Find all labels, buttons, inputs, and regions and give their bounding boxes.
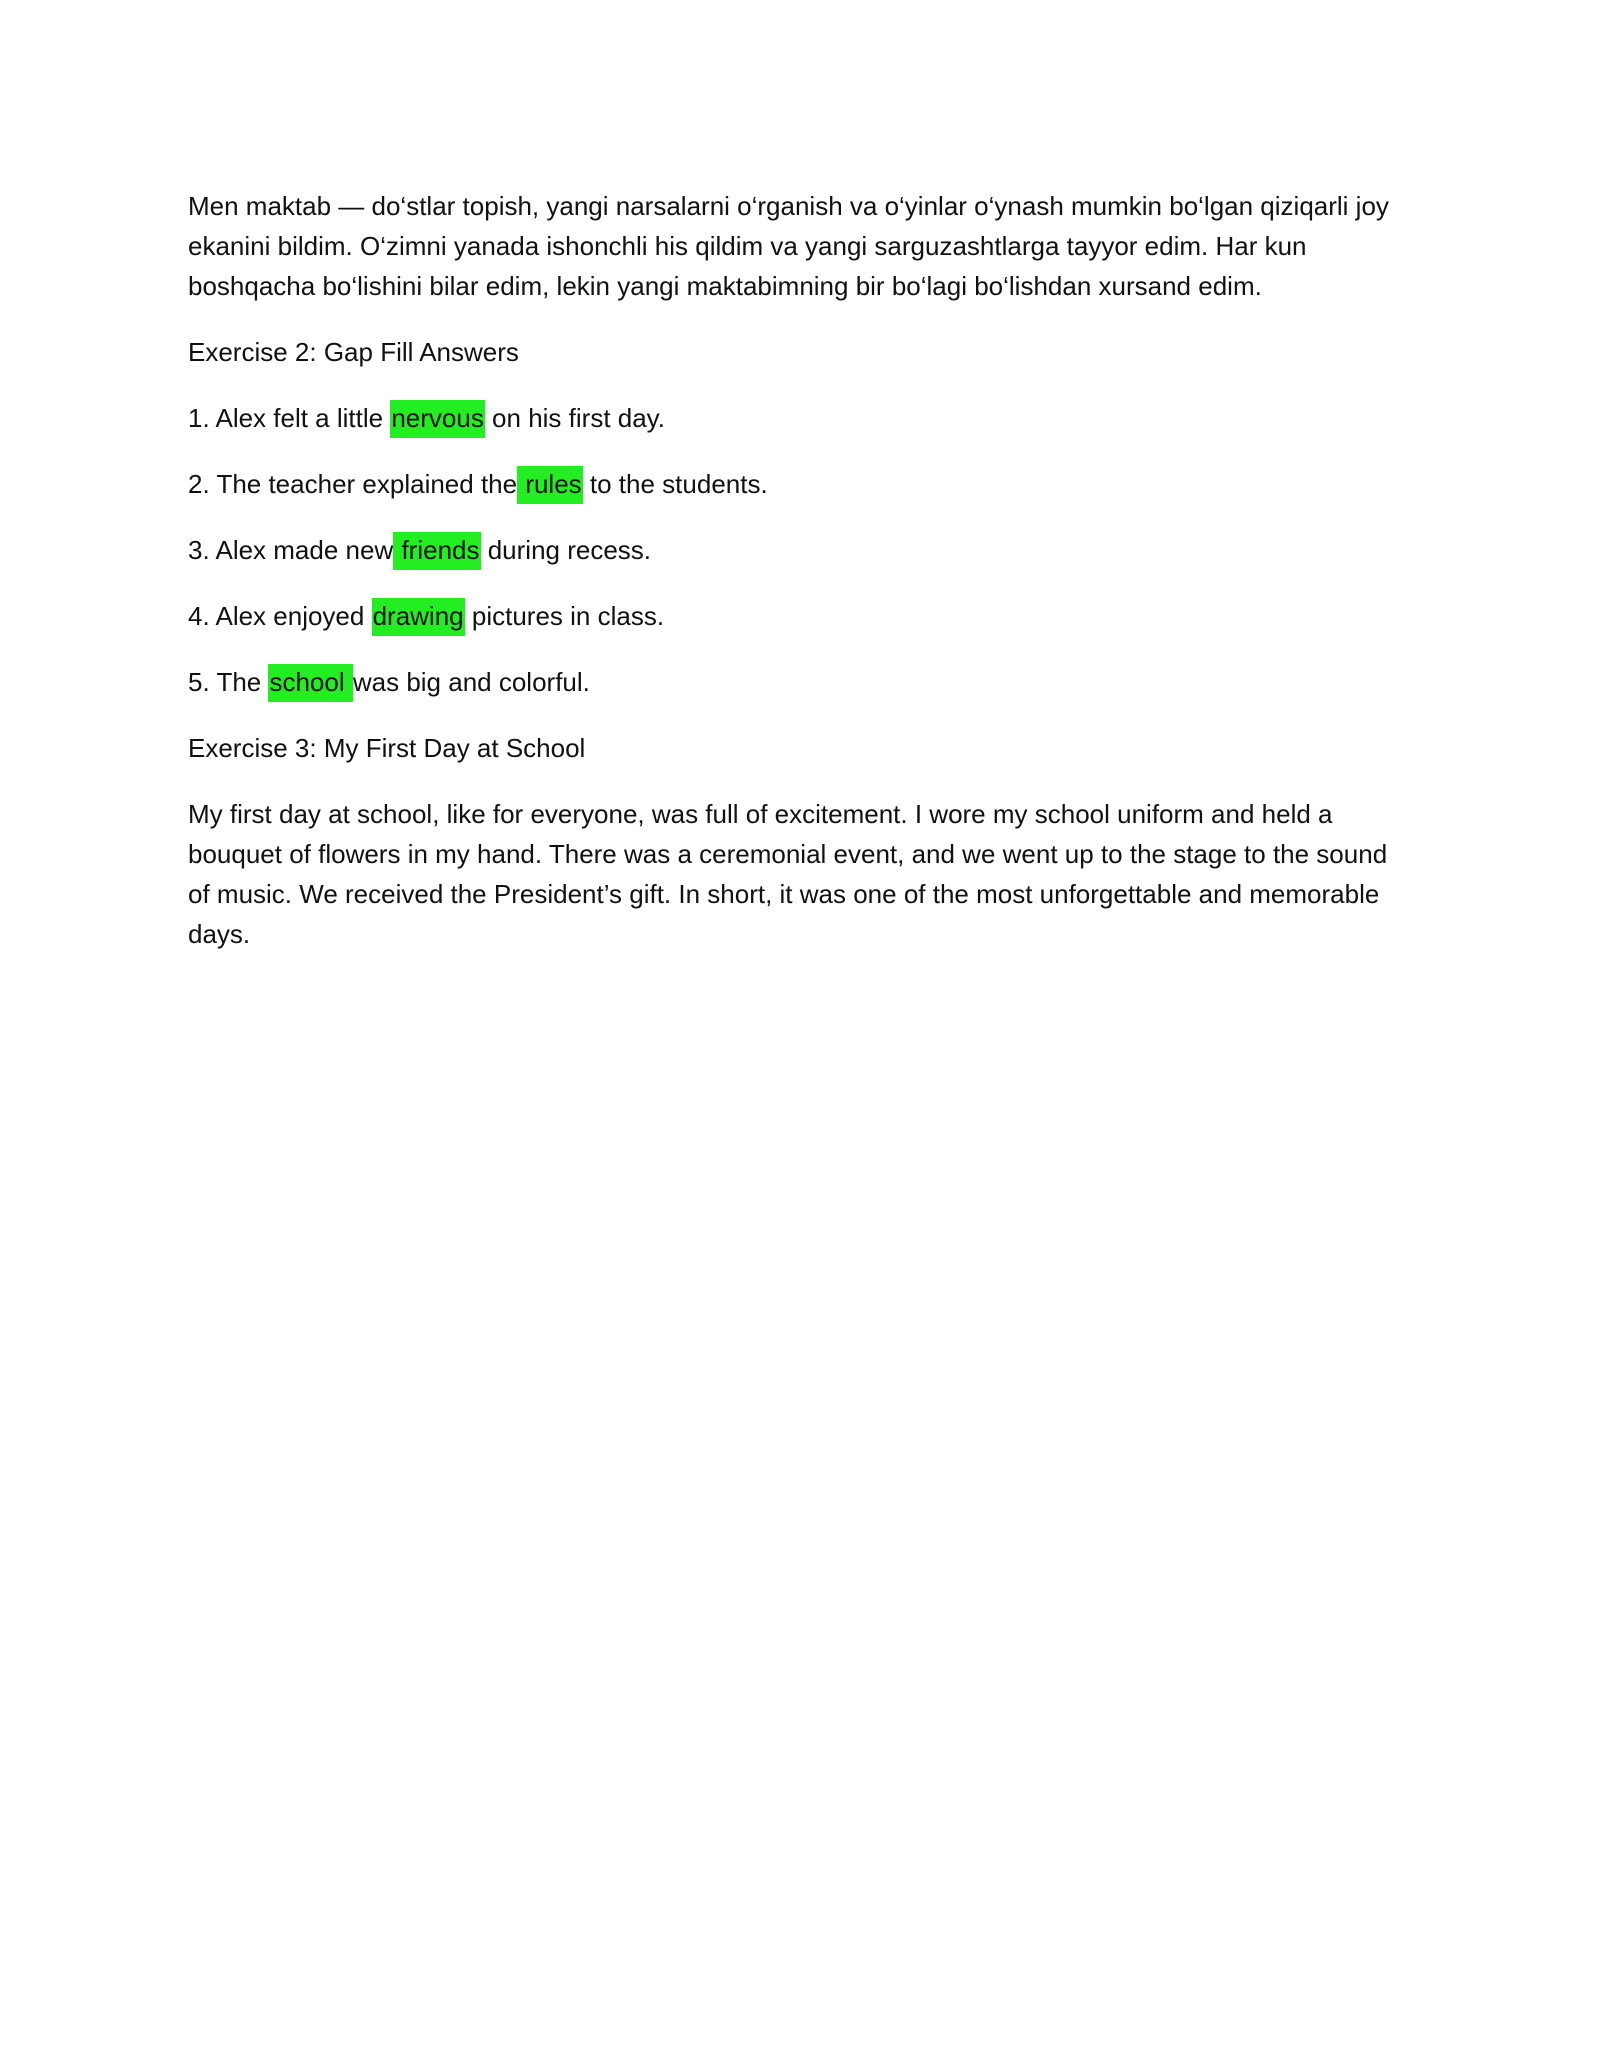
gap-fill-text-after: on his first day. — [484, 403, 665, 433]
document-body — [188, 186, 1408, 980]
gap-fill-answer-highlight: school — [268, 664, 352, 702]
gap-fill-text-before: 4. Alex enjoyed — [188, 601, 372, 631]
gap-fill-text-after: was big and colorful. — [352, 667, 590, 697]
intro-paragraph: Men maktab — do‘stlar topish, yangi narsalarni o‘rganish va o‘yinlar o‘ynash mumkin bo‘lgan qiziqarli joy ekanini bildim. O‘zimni yanada ishonchli his qildim va yangi sarguzashtlarga tayyor edim. Har kun boshqacha bo‘lishini bilar edim, lekin yangi maktabimning bir bo‘lagi bo‘lishdan xursand edim. — [188, 191, 1389, 301]
gap-fill-text-after: during recess. — [480, 535, 652, 565]
exercise3-heading: Exercise 3: My First Day at School — [188, 733, 586, 763]
gap-fill-text-after: pictures in class. — [464, 601, 665, 631]
exercise3-paragraph: My first day at school, like for everyone, was full of excitement. I wore my school uniform and held a bouquet of flowers in my hand. There was a ceremonial event, and we went up to the stage to the sound of music. We received the President’s gift. In short, it was one of the most unforgettable and memorable days. — [188, 799, 1388, 949]
gap-fill-answer-highlight: drawing — [372, 598, 465, 636]
gap-fill-item-4 — [188, 596, 1408, 636]
gap-fill-item-1 — [188, 398, 1408, 438]
exercise2-heading: Exercise 2: Gap Fill Answers — [188, 337, 519, 367]
gap-fill-item-5 — [188, 662, 1408, 702]
gap-fill-text-before: 5. The — [188, 667, 269, 697]
gap-fill-item-2 — [188, 464, 1408, 504]
gap-fill-text-before: 3. Alex made new — [188, 535, 394, 565]
gap-fill-answer-highlight: friends — [393, 532, 480, 570]
gap-fill-text-after: to the students. — [582, 469, 768, 499]
gap-fill-text-before: 1. Alex felt a little — [188, 403, 391, 433]
gap-fill-answer-highlight: nervous — [390, 400, 485, 438]
gap-fill-item-3 — [188, 530, 1408, 570]
gap-fill-text-before: 2. The teacher explained the — [188, 469, 518, 499]
gap-fill-answer-highlight: rules — [517, 466, 583, 504]
